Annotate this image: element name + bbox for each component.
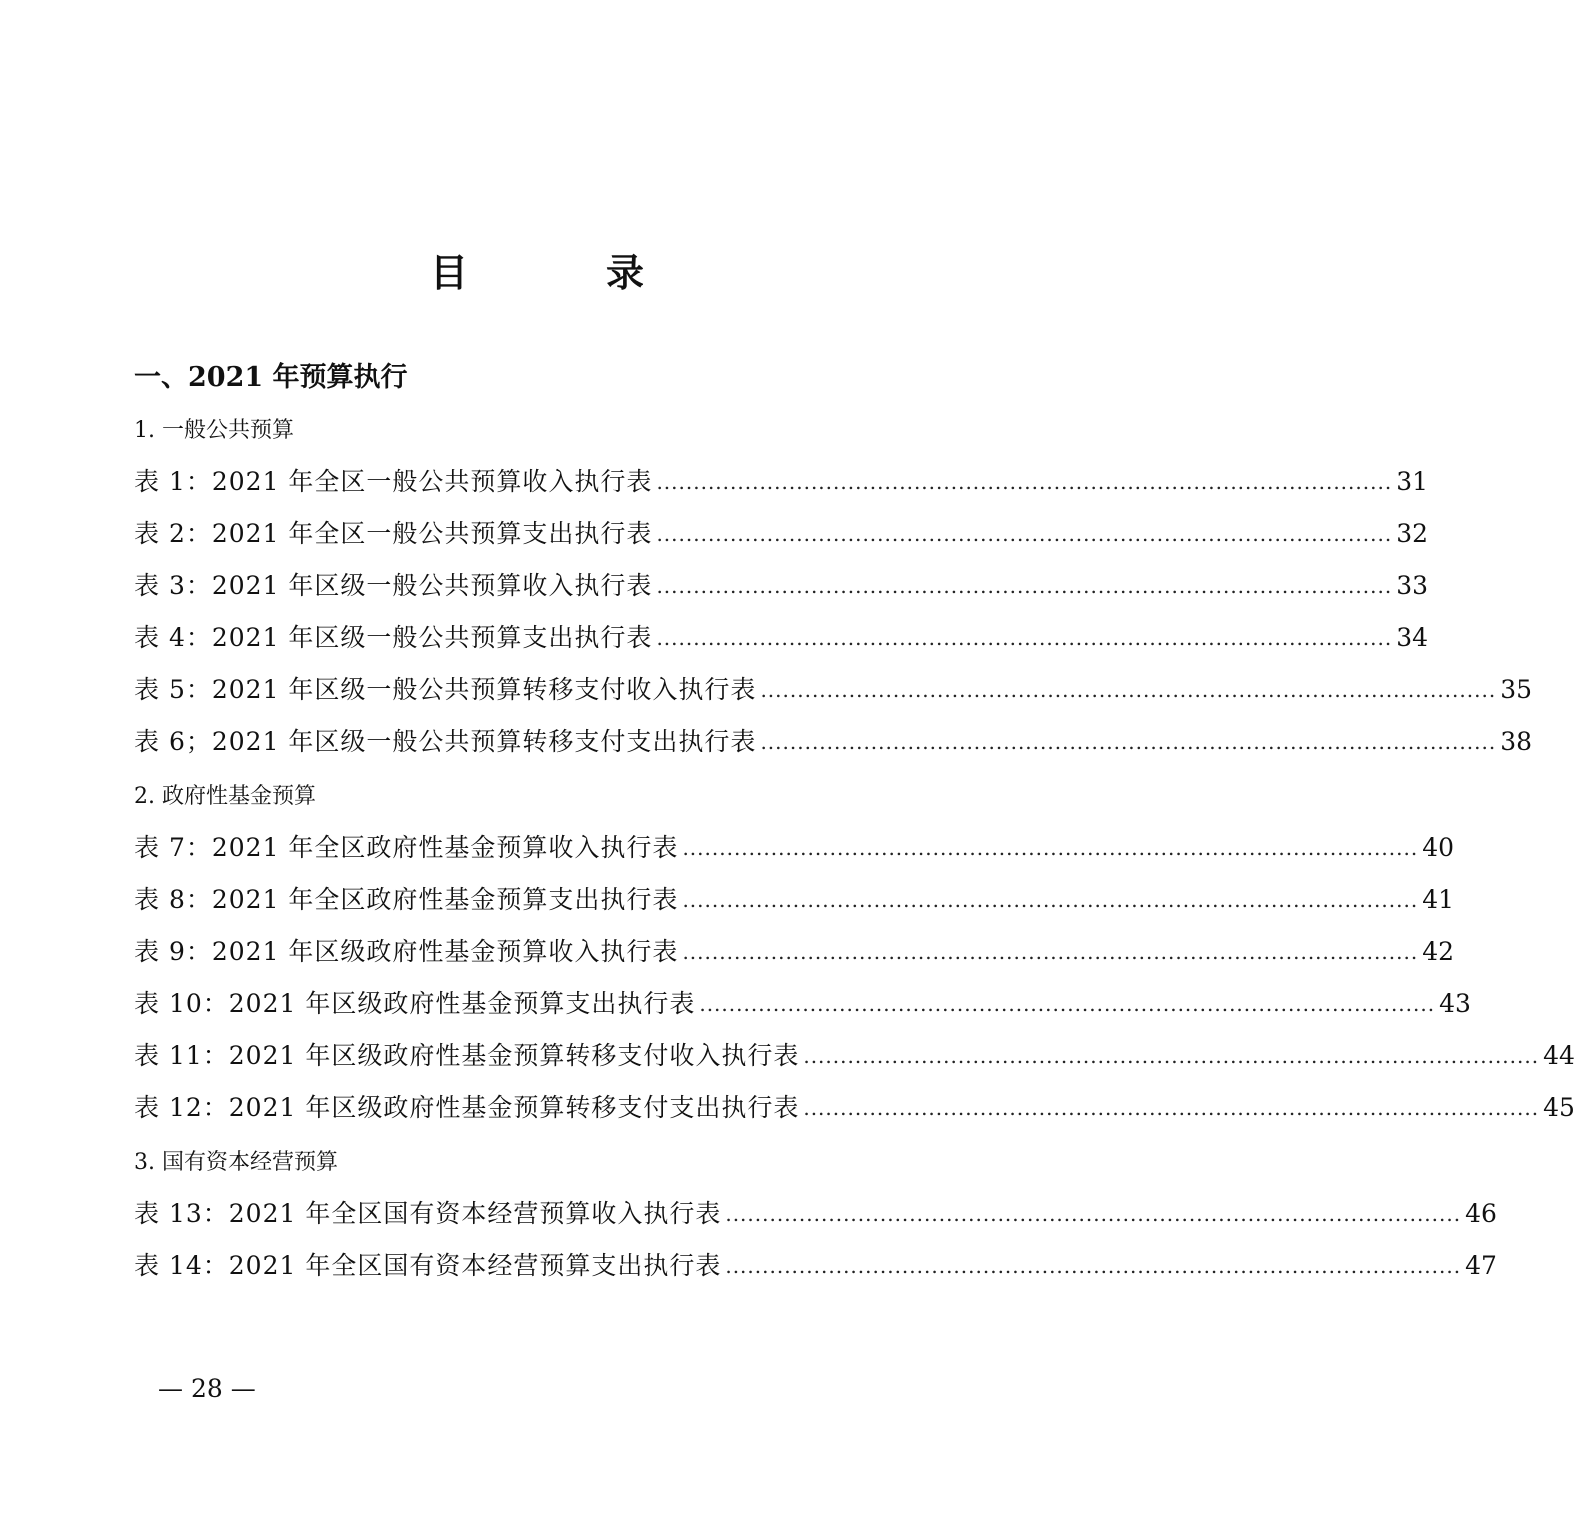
toc-entry[interactable]	[134, 1036, 1575, 1076]
dot-leader: ....................................................................................................	[725, 1202, 1462, 1226]
toc-entry-label: 表 1：2021 年全区一般公共预算收入执行表	[134, 467, 653, 496]
toc-entry-page: 46	[1465, 1199, 1497, 1228]
dot-leader: ....................................................................................................	[760, 678, 1497, 702]
part-heading: 一、2021 年预算执行	[134, 362, 408, 393]
toc-entry-label: 表 9：2021 年区级政府性基金预算收入执行表	[134, 937, 679, 966]
toc-entry-label: 表 3：2021 年区级一般公共预算收入执行表	[134, 571, 653, 600]
toc-entry-label: 表 7：2021 年全区政府性基金预算收入执行表	[134, 833, 679, 862]
dot-leader: ....................................................................................................	[656, 470, 1393, 494]
toc-entry-page: 42	[1422, 937, 1454, 966]
toc-entry-page: 40	[1422, 833, 1454, 862]
page-number-footer: — 28 —	[158, 1374, 256, 1403]
toc-entry-page: 38	[1500, 727, 1532, 756]
dot-leader: ....................................................................................................	[682, 836, 1419, 860]
toc-entry[interactable]	[134, 566, 1428, 606]
section-heading: 3. 国有资本经营预算	[134, 1150, 338, 1175]
dot-leader: ....................................................................................................	[760, 730, 1497, 754]
toc-entry-label: 表 5：2021 年区级一般公共预算转移支付收入执行表	[134, 675, 757, 704]
toc-entry-page: 47	[1465, 1251, 1497, 1280]
dot-leader: ....................................................................................................	[656, 574, 1393, 598]
toc-entry-page: 43	[1439, 989, 1471, 1018]
toc-entry-page: 45	[1543, 1093, 1575, 1122]
toc-entry-page: 32	[1396, 519, 1428, 548]
toc-entry-label: 表 13：2021 年全区国有资本经营预算收入执行表	[134, 1199, 722, 1228]
toc-entry[interactable]	[134, 1088, 1575, 1128]
toc-entry[interactable]	[134, 722, 1532, 762]
section-heading: 2. 政府性基金预算	[134, 784, 316, 809]
toc-entry-label: 表 14：2021 年全区国有资本经营预算支出执行表	[134, 1251, 722, 1280]
toc-entry-label: 表 2：2021 年全区一般公共预算支出执行表	[134, 519, 653, 548]
section-heading: 1. 一般公共预算	[134, 418, 294, 443]
toc-entry-page: 31	[1396, 467, 1428, 496]
toc-entry[interactable]	[134, 1246, 1497, 1286]
toc-entry[interactable]	[134, 618, 1428, 658]
dot-leader: ....................................................................................................	[682, 940, 1419, 964]
toc-entry-label: 表 11：2021 年区级政府性基金预算转移支付收入执行表	[134, 1041, 800, 1070]
toc-entry[interactable]	[134, 1194, 1497, 1234]
dot-leader: ....................................................................................................	[656, 626, 1393, 650]
toc-entry[interactable]	[134, 880, 1454, 920]
toc-entry-page: 41	[1422, 885, 1454, 914]
toc-entry-page: 33	[1396, 571, 1428, 600]
toc-entry[interactable]	[134, 462, 1428, 502]
toc-entry-label: 表 6；2021 年区级一般公共预算转移支付支出执行表	[134, 727, 757, 756]
toc-entry[interactable]	[134, 828, 1454, 868]
dot-leader: ....................................................................................................	[682, 888, 1419, 912]
page-title: 目 录	[429, 250, 694, 295]
dot-leader: ....................................................................................................	[803, 1044, 1540, 1068]
toc-entry[interactable]	[134, 932, 1454, 972]
toc-entry[interactable]	[134, 984, 1471, 1024]
toc-entry[interactable]	[134, 514, 1428, 554]
toc-entry-page: 35	[1500, 675, 1532, 704]
dot-leader: ....................................................................................................	[803, 1096, 1540, 1120]
dot-leader: ....................................................................................................	[699, 992, 1436, 1016]
toc-entry[interactable]	[134, 670, 1532, 710]
toc-entry-label: 表 4：2021 年区级一般公共预算支出执行表	[134, 623, 653, 652]
toc-entry-label: 表 10：2021 年区级政府性基金预算支出执行表	[134, 989, 696, 1018]
toc-entry-page: 44	[1543, 1041, 1575, 1070]
toc-entry-label: 表 8：2021 年全区政府性基金预算支出执行表	[134, 885, 679, 914]
toc-entry-label: 表 12：2021 年区级政府性基金预算转移支付支出执行表	[134, 1093, 800, 1122]
dot-leader: ....................................................................................................	[656, 522, 1393, 546]
toc-entry-page: 34	[1396, 623, 1428, 652]
dot-leader: ....................................................................................................	[725, 1254, 1462, 1278]
